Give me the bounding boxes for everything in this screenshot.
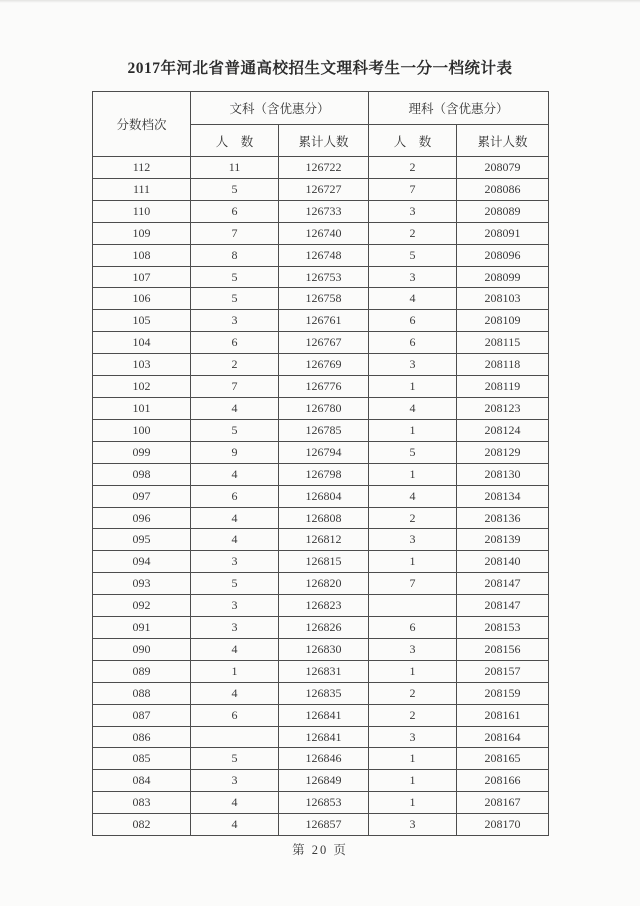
table-row <box>93 244 549 266</box>
table-row <box>93 617 549 639</box>
cell-science-count: 1 <box>369 660 457 682</box>
cell-liberal-arts-count: 3 <box>191 551 279 573</box>
cell-liberal-arts-cumulative: 126812 <box>279 529 369 551</box>
cell-liberal-arts-cumulative: 126727 <box>279 178 369 200</box>
cell-score-level: 102 <box>93 376 191 398</box>
cell-science-cumulative: 208140 <box>457 551 549 573</box>
cell-science-count: 1 <box>369 551 457 573</box>
cell-score-level: 098 <box>93 463 191 485</box>
cell-liberal-arts-count: 4 <box>191 507 279 529</box>
cell-liberal-arts-count: 5 <box>191 178 279 200</box>
cell-liberal-arts-cumulative: 126831 <box>279 660 369 682</box>
cell-liberal-arts-count: 9 <box>191 441 279 463</box>
cell-score-level: 112 <box>93 157 191 179</box>
page-number: 第 20 页 <box>292 843 348 857</box>
cell-score-level: 094 <box>93 551 191 573</box>
cell-liberal-arts-cumulative: 126753 <box>279 266 369 288</box>
table-row <box>93 419 549 441</box>
cell-liberal-arts-count: 3 <box>191 310 279 332</box>
cell-liberal-arts-count: 4 <box>191 638 279 660</box>
cell-liberal-arts-cumulative: 126808 <box>279 507 369 529</box>
cell-liberal-arts-cumulative: 126780 <box>279 397 369 419</box>
cell-science-count: 2 <box>369 682 457 704</box>
cell-science-cumulative: 208123 <box>457 397 549 419</box>
table-row <box>93 529 549 551</box>
cell-liberal-arts-cumulative: 126846 <box>279 748 369 770</box>
cell-score-level: 082 <box>93 814 191 836</box>
cell-score-level: 106 <box>93 288 191 310</box>
cell-score-level: 086 <box>93 726 191 748</box>
cell-score-level: 087 <box>93 704 191 726</box>
table-row <box>93 682 549 704</box>
cell-liberal-arts-cumulative: 126857 <box>279 814 369 836</box>
header-liberal-arts-count: 人 数 <box>191 125 279 157</box>
cell-science-cumulative: 208147 <box>457 573 549 595</box>
cell-liberal-arts-count: 11 <box>191 157 279 179</box>
header-liberal-arts-cumulative: 累计人数 <box>279 125 369 157</box>
cell-liberal-arts-cumulative: 126776 <box>279 376 369 398</box>
table-row <box>93 178 549 200</box>
cell-liberal-arts-cumulative: 126767 <box>279 332 369 354</box>
cell-science-count: 2 <box>369 157 457 179</box>
table-row <box>93 638 549 660</box>
cell-liberal-arts-cumulative: 126794 <box>279 441 369 463</box>
cell-science-cumulative: 208159 <box>457 682 549 704</box>
cell-science-count: 1 <box>369 419 457 441</box>
cell-liberal-arts-cumulative: 126798 <box>279 463 369 485</box>
cell-score-level: 089 <box>93 660 191 682</box>
cell-score-level: 091 <box>93 617 191 639</box>
cell-science-count: 4 <box>369 397 457 419</box>
score-statistics-table <box>92 91 549 836</box>
cell-liberal-arts-cumulative: 126853 <box>279 792 369 814</box>
cell-liberal-arts-count: 4 <box>191 397 279 419</box>
table-row <box>93 573 549 595</box>
cell-score-level: 099 <box>93 441 191 463</box>
table-row <box>93 441 549 463</box>
table-row <box>93 157 549 179</box>
cell-liberal-arts-cumulative: 126748 <box>279 244 369 266</box>
cell-science-count: 3 <box>369 726 457 748</box>
cell-liberal-arts-cumulative: 126830 <box>279 638 369 660</box>
cell-liberal-arts-cumulative: 126849 <box>279 770 369 792</box>
cell-score-level: 083 <box>93 792 191 814</box>
header-score-level: 分数档次 <box>93 92 191 157</box>
cell-science-count: 6 <box>369 332 457 354</box>
cell-science-count: 3 <box>369 529 457 551</box>
cell-liberal-arts-count: 8 <box>191 244 279 266</box>
table-row <box>93 310 549 332</box>
cell-science-count: 5 <box>369 244 457 266</box>
cell-liberal-arts-count: 5 <box>191 573 279 595</box>
cell-score-level: 103 <box>93 354 191 376</box>
cell-science-count: 3 <box>369 266 457 288</box>
cell-science-cumulative: 208147 <box>457 595 549 617</box>
cell-liberal-arts-count: 6 <box>191 200 279 222</box>
cell-science-cumulative: 208124 <box>457 419 549 441</box>
cell-liberal-arts-cumulative: 126826 <box>279 617 369 639</box>
cell-score-level: 101 <box>93 397 191 419</box>
cell-score-level: 090 <box>93 638 191 660</box>
table-body <box>93 157 549 836</box>
cell-liberal-arts-cumulative: 126820 <box>279 573 369 595</box>
cell-science-cumulative: 208086 <box>457 178 549 200</box>
table-row <box>93 792 549 814</box>
cell-liberal-arts-count: 4 <box>191 529 279 551</box>
table-row <box>93 266 549 288</box>
cell-score-level: 084 <box>93 770 191 792</box>
table-row <box>93 595 549 617</box>
cell-liberal-arts-cumulative: 126841 <box>279 704 369 726</box>
cell-science-count: 7 <box>369 178 457 200</box>
cell-score-level: 093 <box>93 573 191 595</box>
cell-science-cumulative: 208079 <box>457 157 549 179</box>
cell-science-cumulative: 208165 <box>457 748 549 770</box>
header-science-group: 理科（含优惠分） <box>369 92 549 125</box>
cell-score-level: 109 <box>93 222 191 244</box>
table-row <box>93 222 549 244</box>
cell-score-level: 107 <box>93 266 191 288</box>
table-row <box>93 551 549 573</box>
cell-liberal-arts-cumulative: 126740 <box>279 222 369 244</box>
cell-science-cumulative: 208167 <box>457 792 549 814</box>
cell-science-count: 6 <box>369 617 457 639</box>
cell-score-level: 092 <box>93 595 191 617</box>
cell-science-cumulative: 208170 <box>457 814 549 836</box>
cell-science-count: 1 <box>369 748 457 770</box>
cell-science-cumulative: 208115 <box>457 332 549 354</box>
cell-liberal-arts-count: 5 <box>191 748 279 770</box>
table-row <box>93 507 549 529</box>
cell-score-level: 100 <box>93 419 191 441</box>
cell-science-count: 4 <box>369 288 457 310</box>
cell-liberal-arts-count: 3 <box>191 770 279 792</box>
cell-science-cumulative: 208139 <box>457 529 549 551</box>
cell-score-level: 110 <box>93 200 191 222</box>
table-header <box>93 92 549 157</box>
cell-score-level: 088 <box>93 682 191 704</box>
table-row <box>93 660 549 682</box>
cell-score-level: 085 <box>93 748 191 770</box>
document-title: 2017年河北省普通高校招生文理科考生一分一档统计表 <box>127 60 513 77</box>
cell-science-cumulative: 208129 <box>457 441 549 463</box>
cell-liberal-arts-count: 1 <box>191 660 279 682</box>
cell-science-cumulative: 208153 <box>457 617 549 639</box>
cell-liberal-arts-cumulative: 126758 <box>279 288 369 310</box>
cell-liberal-arts-count: 3 <box>191 595 279 617</box>
header-liberal-arts-group: 文科（含优惠分） <box>191 92 369 125</box>
cell-science-count: 1 <box>369 792 457 814</box>
cell-liberal-arts-count: 2 <box>191 354 279 376</box>
cell-score-level: 105 <box>93 310 191 332</box>
cell-liberal-arts-count: 7 <box>191 376 279 398</box>
cell-science-cumulative: 208136 <box>457 507 549 529</box>
cell-liberal-arts-count: 3 <box>191 617 279 639</box>
table-row <box>93 748 549 770</box>
cell-liberal-arts-count: 7 <box>191 222 279 244</box>
cell-science-count: 2 <box>369 704 457 726</box>
cell-liberal-arts-count: 4 <box>191 463 279 485</box>
cell-science-cumulative: 208118 <box>457 354 549 376</box>
cell-score-level: 111 <box>93 178 191 200</box>
cell-score-level: 108 <box>93 244 191 266</box>
cell-science-cumulative: 208166 <box>457 770 549 792</box>
cell-score-level: 104 <box>93 332 191 354</box>
table-row <box>93 814 549 836</box>
cell-science-count: 5 <box>369 441 457 463</box>
cell-score-level: 096 <box>93 507 191 529</box>
cell-science-count: 3 <box>369 814 457 836</box>
cell-science-cumulative: 208089 <box>457 200 549 222</box>
cell-science-count: 3 <box>369 354 457 376</box>
cell-liberal-arts-count: 4 <box>191 814 279 836</box>
table-row <box>93 485 549 507</box>
cell-liberal-arts-count: 6 <box>191 332 279 354</box>
cell-science-count: 4 <box>369 485 457 507</box>
table-row <box>93 463 549 485</box>
cell-liberal-arts-cumulative: 126722 <box>279 157 369 179</box>
cell-science-count: 6 <box>369 310 457 332</box>
cell-liberal-arts-cumulative: 126761 <box>279 310 369 332</box>
cell-science-cumulative: 208103 <box>457 288 549 310</box>
cell-score-level: 097 <box>93 485 191 507</box>
cell-liberal-arts-cumulative: 126769 <box>279 354 369 376</box>
cell-score-level: 095 <box>93 529 191 551</box>
cell-science-cumulative: 208164 <box>457 726 549 748</box>
cell-science-count: 1 <box>369 770 457 792</box>
table-row <box>93 200 549 222</box>
cell-science-count: 2 <box>369 507 457 529</box>
page-top-edge <box>0 0 640 3</box>
cell-liberal-arts-cumulative: 126733 <box>279 200 369 222</box>
table-row <box>93 354 549 376</box>
cell-liberal-arts-cumulative: 126785 <box>279 419 369 441</box>
cell-science-cumulative: 208099 <box>457 266 549 288</box>
cell-liberal-arts-cumulative: 126815 <box>279 551 369 573</box>
cell-liberal-arts-cumulative: 126835 <box>279 682 369 704</box>
cell-science-cumulative: 208134 <box>457 485 549 507</box>
cell-science-count: 2 <box>369 222 457 244</box>
cell-liberal-arts-count: 5 <box>191 288 279 310</box>
cell-liberal-arts-count: 5 <box>191 266 279 288</box>
cell-liberal-arts-count: 6 <box>191 485 279 507</box>
cell-liberal-arts-cumulative: 126841 <box>279 726 369 748</box>
cell-liberal-arts-count: 6 <box>191 704 279 726</box>
cell-liberal-arts-count: 4 <box>191 792 279 814</box>
table-row <box>93 726 549 748</box>
table-row <box>93 288 549 310</box>
header-science-cumulative: 累计人数 <box>457 125 549 157</box>
cell-science-cumulative: 208157 <box>457 660 549 682</box>
cell-science-cumulative: 208156 <box>457 638 549 660</box>
table-row <box>93 770 549 792</box>
cell-science-count: 3 <box>369 200 457 222</box>
table-row <box>93 332 549 354</box>
cell-science-count: 1 <box>369 376 457 398</box>
cell-science-cumulative: 208096 <box>457 244 549 266</box>
cell-liberal-arts-cumulative: 126823 <box>279 595 369 617</box>
cell-science-count <box>369 595 457 617</box>
cell-science-count: 3 <box>369 638 457 660</box>
cell-science-cumulative: 208119 <box>457 376 549 398</box>
cell-science-count: 1 <box>369 463 457 485</box>
cell-science-cumulative: 208109 <box>457 310 549 332</box>
cell-science-cumulative: 208161 <box>457 704 549 726</box>
cell-science-cumulative: 208130 <box>457 463 549 485</box>
cell-liberal-arts-count <box>191 726 279 748</box>
cell-liberal-arts-count: 4 <box>191 682 279 704</box>
cell-science-count: 7 <box>369 573 457 595</box>
header-science-count: 人 数 <box>369 125 457 157</box>
cell-liberal-arts-count: 5 <box>191 419 279 441</box>
cell-liberal-arts-cumulative: 126804 <box>279 485 369 507</box>
cell-science-cumulative: 208091 <box>457 222 549 244</box>
table-row <box>93 704 549 726</box>
table-row <box>93 376 549 398</box>
table-row <box>93 397 549 419</box>
